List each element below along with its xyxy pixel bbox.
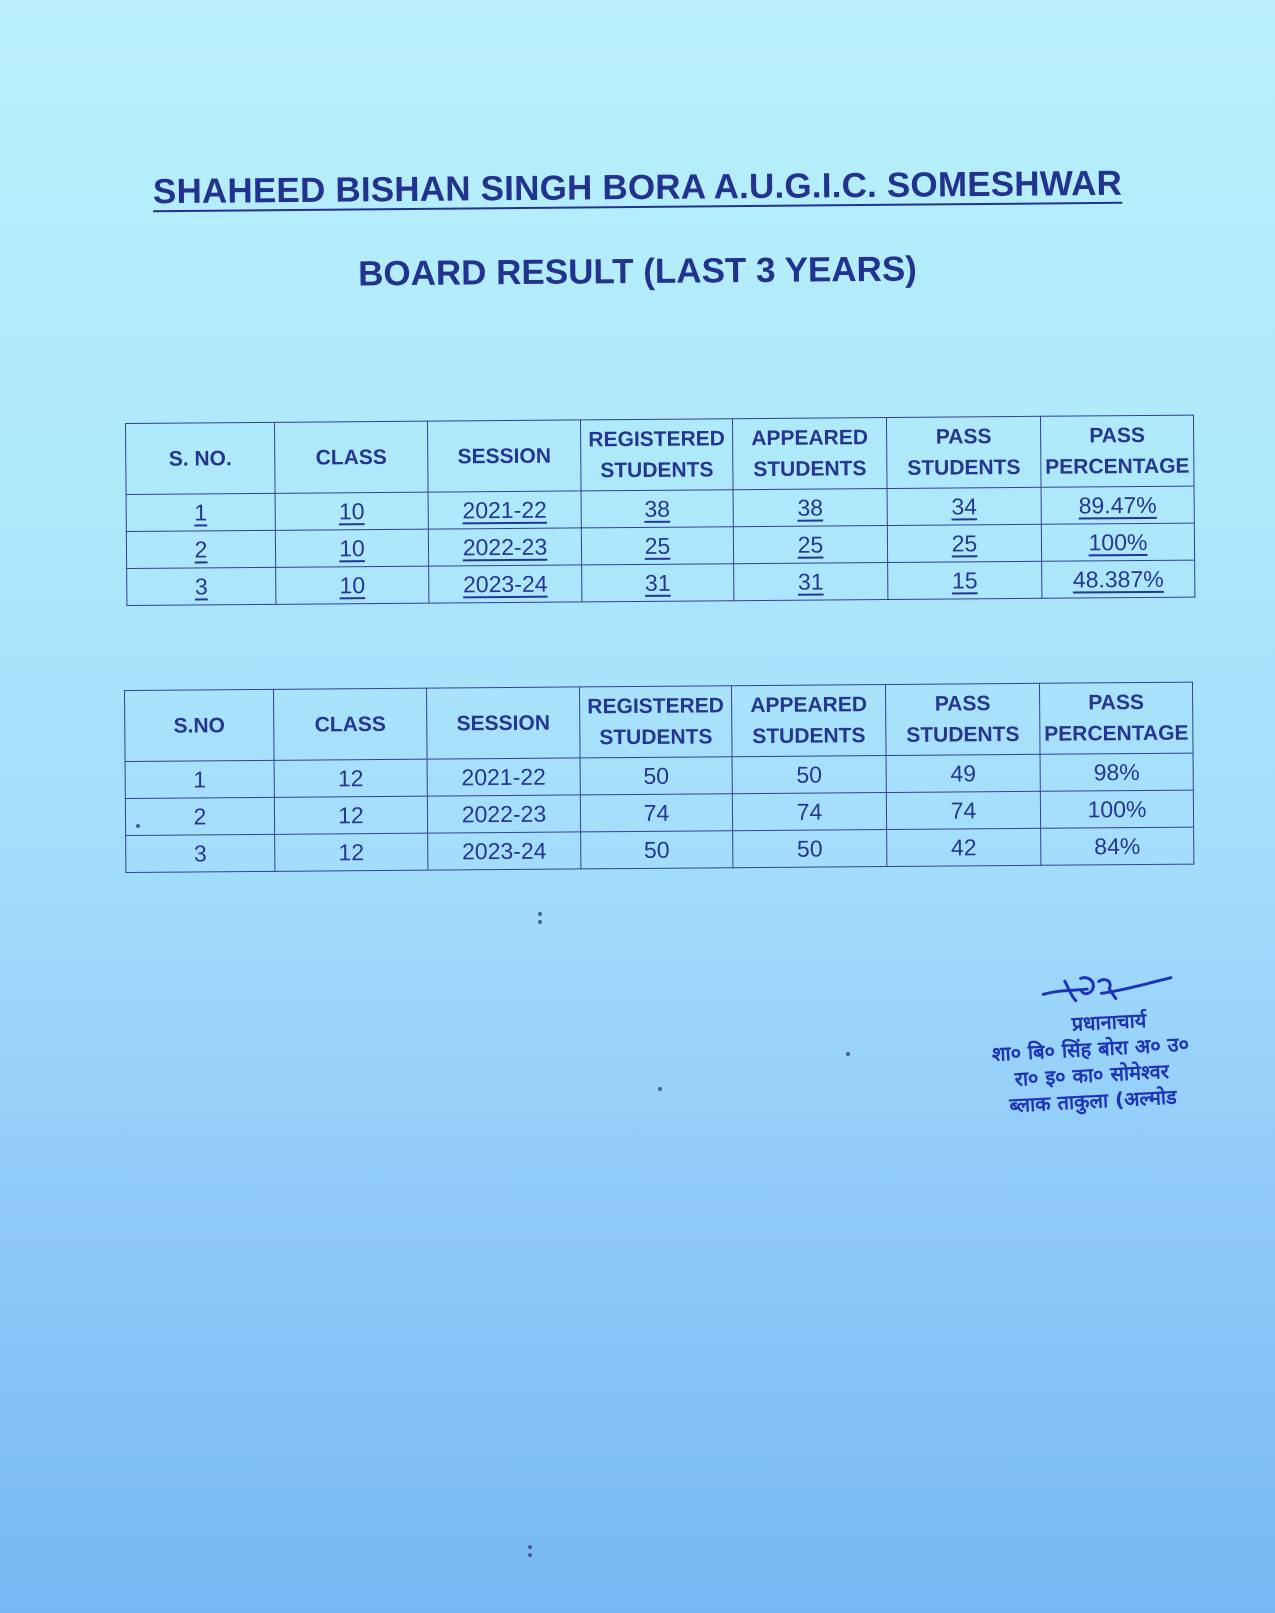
cell-pass: 49 bbox=[886, 754, 1040, 792]
cell-pass: 74 bbox=[886, 791, 1040, 829]
table-row bbox=[127, 560, 1195, 605]
scan-speck bbox=[538, 912, 542, 916]
cell-class: 12 bbox=[274, 796, 427, 834]
cell-pass: 34 bbox=[887, 487, 1041, 525]
cell-percentage: 100% bbox=[1041, 523, 1194, 561]
cell-percentage: 100% bbox=[1040, 790, 1193, 828]
stamp-designation: प्रधानाचार्य bbox=[1071, 1008, 1147, 1036]
cell-session: 2023-24 bbox=[428, 832, 581, 870]
cell-sno: 2 bbox=[125, 797, 274, 835]
header-class: CLASS bbox=[274, 421, 428, 493]
cell-session: 2023-24 bbox=[429, 565, 582, 603]
header-session: SESSION bbox=[426, 687, 580, 759]
header-registered-students: REGISTERED STUDENTS bbox=[580, 419, 733, 491]
cell-appeared: 31 bbox=[734, 563, 888, 601]
header-session: SESSION bbox=[427, 420, 581, 492]
cell-sno: 3 bbox=[126, 834, 275, 872]
scan-speck bbox=[538, 920, 542, 924]
stamp-block-line: ब्लाक ताकुला (अल्मोड bbox=[1008, 1084, 1178, 1118]
cell-percentage: 98% bbox=[1040, 753, 1193, 791]
cell-class: 12 bbox=[275, 833, 428, 871]
cell-percentage: 48.387% bbox=[1042, 560, 1195, 598]
header-sno: S. NO. bbox=[126, 422, 276, 494]
cell-percentage: 89.47% bbox=[1041, 486, 1194, 524]
cell-sno: 3 bbox=[127, 567, 276, 605]
header-class: CLASS bbox=[273, 688, 427, 760]
cell-percentage: 84% bbox=[1041, 827, 1194, 865]
cell-appeared: 25 bbox=[733, 526, 887, 564]
header-appeared-students: APPEARED STUDENTS bbox=[731, 685, 886, 757]
stamp-school-line-2: रा० इ० का० सोमेश्वर bbox=[1014, 1058, 1170, 1091]
cell-session: 2021-22 bbox=[428, 491, 581, 529]
table-row bbox=[126, 827, 1194, 872]
principal-stamp bbox=[946, 963, 1233, 1121]
class-10-results-table bbox=[125, 415, 1195, 606]
school-title: SHAHEED BISHAN SINGH BORA A.U.G.I.C. SOMESHWAR bbox=[152, 163, 1123, 212]
cell-session: 2022-23 bbox=[428, 528, 581, 566]
cell-sno: 1 bbox=[126, 493, 275, 531]
cell-pass: 42 bbox=[887, 828, 1041, 866]
cell-pass: 25 bbox=[887, 524, 1041, 562]
cell-session: 2021-22 bbox=[427, 758, 580, 796]
cell-appeared: 50 bbox=[733, 830, 887, 868]
table-header-row bbox=[126, 415, 1195, 494]
cell-class: 10 bbox=[276, 566, 429, 604]
cell-sno: 2 bbox=[126, 530, 275, 568]
table-header-row bbox=[125, 682, 1194, 761]
scan-speck bbox=[528, 1545, 532, 1549]
stamp-school-line-1: शा० बि० सिंह बोरा अ० उ० bbox=[991, 1031, 1190, 1067]
scan-speck bbox=[528, 1553, 532, 1557]
header-pass-students: PASS STUDENTS bbox=[885, 683, 1040, 755]
cell-class: 12 bbox=[274, 759, 427, 797]
cell-registered: 50 bbox=[581, 831, 733, 869]
class-12-results-table bbox=[124, 682, 1194, 873]
cell-registered: 74 bbox=[580, 794, 732, 832]
cell-class: 10 bbox=[275, 529, 428, 567]
cell-pass: 15 bbox=[888, 561, 1042, 599]
cell-sno: 1 bbox=[125, 760, 274, 798]
scan-speck bbox=[846, 1052, 850, 1056]
scan-speck bbox=[658, 1087, 662, 1091]
cell-registered: 50 bbox=[580, 757, 732, 795]
header-pass-percentage: PASS PERCENTAGE bbox=[1040, 415, 1194, 487]
cell-registered: 25 bbox=[581, 527, 733, 565]
header-sno: S.NO bbox=[125, 689, 275, 761]
page-subtitle: BOARD RESULT (LAST 3 YEARS) bbox=[357, 249, 918, 294]
header-registered-students: REGISTERED STUDENTS bbox=[579, 686, 732, 758]
header-pass-students: PASS STUDENTS bbox=[886, 416, 1041, 488]
header-appeared-students: APPEARED STUDENTS bbox=[732, 418, 887, 490]
cell-session: 2022-23 bbox=[427, 795, 580, 833]
cell-appeared: 50 bbox=[732, 756, 886, 794]
cell-class: 10 bbox=[275, 492, 428, 530]
cell-registered: 31 bbox=[582, 564, 734, 602]
cell-registered: 38 bbox=[581, 490, 733, 528]
cell-appeared: 74 bbox=[732, 793, 886, 831]
header-pass-percentage: PASS PERCENTAGE bbox=[1039, 682, 1193, 754]
cell-appeared: 38 bbox=[733, 489, 887, 527]
scan-speck bbox=[136, 824, 140, 828]
